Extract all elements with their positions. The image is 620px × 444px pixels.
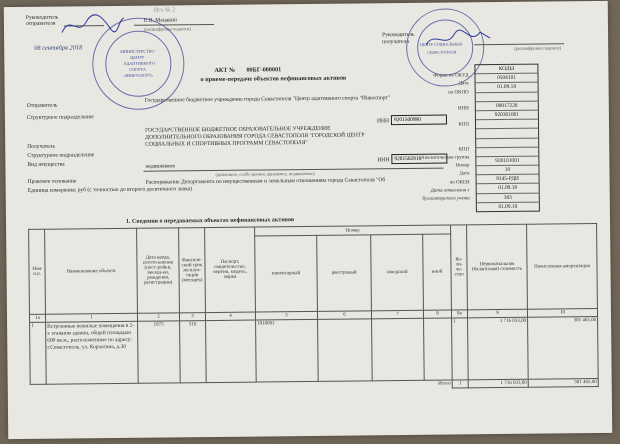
property-value: недвижимое: [145, 163, 176, 170]
act-subtitle: о приеме-передаче объектов нефинансовых активов: [200, 74, 347, 84]
receiver-inn-label: ИНН: [377, 157, 390, 164]
codes-labels: Форма по ОКУД Дата по ОКПО ИНН КПП КПП Аналитическая группа Номер Дата по ОКЕИ Дата отнесения с бухгалтерского учета: [420, 73, 470, 202]
sender-head-name: Е.В. Мацакин: [143, 17, 177, 24]
receiver-subdivision-label: Структурное подразделение: [27, 152, 95, 159]
th-qty: Ко-ли-че-ство: [451, 225, 468, 310]
stamp-left-text-3: АДАПТИВНОГО: [123, 60, 156, 66]
section-title: 1. Сведения о передаваемых объектах нефинансовых активов: [125, 217, 295, 225]
stamp-right-text-2: СЕВАСТОПОЛЯ: [427, 49, 457, 55]
receiver-head-role: Руководитель: [382, 31, 415, 39]
total-row: Итого 1 1 716 033,00 301 465,00: [438, 379, 597, 387]
property-sublabel: (движимое, особо ценное движимое, недвижимое): [215, 170, 315, 177]
sender-head-date: 08 сентября 2018: [34, 44, 83, 52]
receiver-label: Получатель: [27, 143, 56, 150]
unit-label: Единица измерения: руб (с точностью до второго десятичного знака): [27, 186, 193, 194]
sender-head-sublabel: (расшифровка подписи): [143, 26, 191, 32]
property-label: Вид имущества: [27, 161, 65, 168]
th-amort: Начисленная амортизация: [527, 223, 598, 309]
stamp-left-text-5: «ИНВОСПОРТ»: [123, 72, 154, 78]
sender-inn: 9201500990: [391, 115, 447, 126]
th-initial: Первоначальная (балансовая) стоимость: [467, 224, 528, 310]
th-year: Дата ввода, изгото-вления (пост-ройки, заклад-ки, рождения, регистрации): [137, 228, 180, 313]
receiver-head-role2: получателя: [382, 38, 409, 46]
th-num: Ном п.п.: [29, 229, 46, 314]
th-factory: заводской: [371, 234, 424, 311]
sender-value: Государственное бюджетное учреждение города Севастополя "Центр адаптивного спорта "Инвоспорт": [144, 95, 391, 104]
receiver-value-2: ДОПОЛНИТЕЛЬНОГО ОБРАЗОВАНИЯ ГОРОДА СЕВАСТОПОЛЯ "ГОРОДСКОЙ ЦЕНТР: [145, 132, 365, 141]
receiver-value-3: СОЦИАЛЬНЫХ И СПОРТИВНЫХ ПРОГРАММ СЕВАСТОПОЛЯ": [145, 139, 308, 148]
sender-subdivision-label: Структурное подразделение: [26, 114, 94, 121]
signature-right: [424, 26, 494, 53]
stamp-left-text-2: ЦЕНТР: [130, 54, 144, 60]
th-other: иной: [423, 234, 452, 310]
stamp-left-text-4: СПОРТА: [129, 66, 147, 72]
receiver-value-1: ГОСУДАРСТВЕННОЕ БЮДЖЕТНОЕ ОБРАЗОВАТЕЛЬНОЕ УЧРЕЖДЕНИЕ: [145, 125, 331, 134]
basis-label: Правовое основание: [27, 178, 77, 185]
table-row: 1 Встроенные нежилые помещения в 2-х этажном здании, общей площадью 600 кв.м., расположенные по адресу: г.Севастополь, ул. Корчагина, д.30 1975 516 1010001 1 1 716 033,00 301 465,00: [30, 316, 599, 384]
stamp-left-text-1: МИНИСТЕРСТВО: [120, 48, 155, 54]
sender-label: Отправитель: [26, 102, 58, 109]
assets-table: [28, 223, 599, 393]
basis-value: Распоряжение Департамента по имущественным и земельным отношениям города Севастополя "Об: [145, 177, 386, 186]
document-sheet: [4, 1, 612, 439]
th-number-group: Номер: [255, 225, 451, 236]
act-number: 00БГ-000001: [246, 66, 282, 74]
sender-inn-label: ИНН: [376, 118, 390, 125]
th-passport: Паспорт, свидетельство, чертеж, модель, марка: [205, 227, 256, 313]
act-label: АКТ №: [214, 66, 236, 74]
sender-head-role2: отправителя: [25, 20, 56, 27]
handwritten-note: Исх № 2: [153, 7, 176, 14]
codes-box: КОДЫ 0504101 01.09.18 00017228 920301001 920101001 10 9145-РДИ 01.09.18 383 01.09.18: [474, 64, 540, 213]
signature-left: [58, 12, 128, 39]
receiver-inn: 9201502818: [391, 154, 447, 165]
stamp-right-text-1: ЦЕНТР СОЦИАЛЬНЫХ: [420, 41, 463, 47]
column-number-row: 1а 1 2 3 4 5 6 7 8 8а 9 10: [29, 308, 597, 322]
th-registry: реестровый: [317, 235, 372, 312]
sender-head-role: Руководитель: [25, 14, 59, 21]
th-name: Наименование объекта: [45, 228, 138, 314]
th-inventory: инвентарный: [255, 235, 318, 312]
th-actual: Фактиче-ский срок эксплуа-тации (месяцев): [179, 228, 206, 313]
receiver-head-sublabel: (расшифровка подписи): [514, 45, 562, 51]
